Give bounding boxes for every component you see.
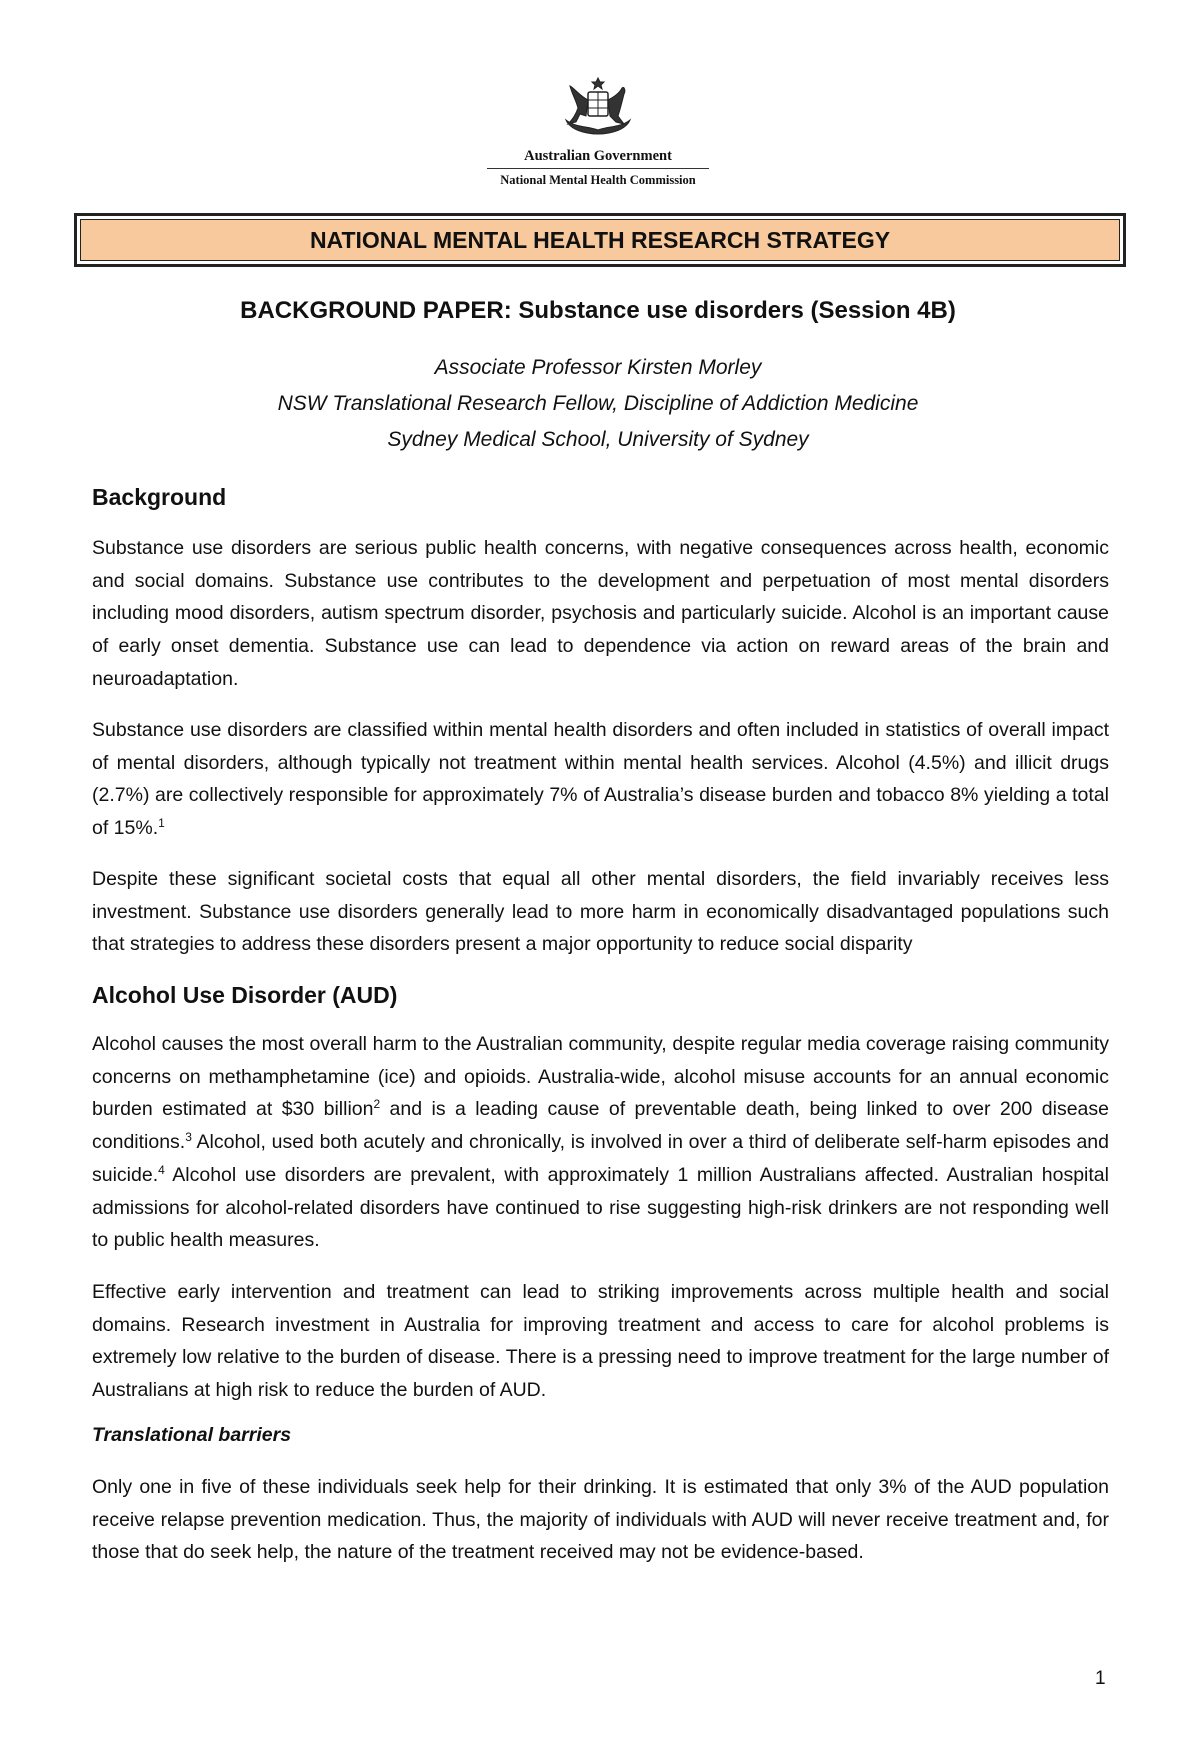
- paragraph: Despite these significant societal costs that equal all other mental disorders, the field invariably receives less investment. Substance use disorders generally lead to more harm in economically disadvantaged populations such that strategies to address these disorders present a major opportunity to reduce social disparity: [92, 868, 1109, 956]
- paragraph-text: Alcohol, used both acutely and chronically, is involved in over a third of deliberate self-harm episodes and suicide.: [92, 1131, 1109, 1186]
- strategy-banner: [74, 213, 1126, 267]
- footnote-ref: 4: [158, 1162, 165, 1177]
- paragraph: Only one in five of these individuals seek help for their drinking. It is estimated that only 3% of the AUD population receive relapse prevention medication. Thus, the majority of individuals with AUD will never receive treatment and, for those that do seek help, the nature of the treatment received may not be evidence-based.: [92, 1476, 1109, 1564]
- page-number: 1: [1095, 1668, 1106, 1689]
- government-name: Australian Government: [524, 148, 672, 164]
- footnote-ref: 2: [373, 1097, 381, 1112]
- footnote-ref: 1: [158, 816, 165, 831]
- paragraph: Substance use disorders are serious public health concerns, with negative consequences across health, economic and social domains. Substance use contributes to the development and perpetuation of most mental disorders including mood disorders, autism spectrum disorder, psychosis and particularly suicide. Alcohol is an important cause of early onset dementia. Substance use can lead to dependence via action on reward areas of the brain and neuroadaptation.: [92, 537, 1109, 690]
- paragraph: [92, 1028, 1109, 1257]
- paragraph-text: and is a leading cause of preventable death, being linked to over 200 disease conditions.: [92, 1098, 1109, 1154]
- header-divider: [487, 168, 709, 169]
- author-affiliation: Sydney Medical School, University of Sydney: [387, 428, 809, 451]
- paragraph-text: Alcohol causes the most overall harm to the Australian community, despite regular media coverage raising community concerns on methamphetamine (ice) and opioids. Australia-wide, alcohol misuse accounts for an annual economic burden estimated at $30 billion: [92, 1033, 1109, 1121]
- paragraph-text: Alcohol use disorders are prevalent, with approximately 1 million Australians affected. Australian hospital admissions for alcohol-related disorders have continued to rise suggesting high-risk drinkers are not responding well to public health measures.: [92, 1163, 1109, 1252]
- banner-title: NATIONAL MENTAL HEALTH RESEARCH STRATEGY: [80, 219, 1120, 261]
- paragraph: [92, 714, 1109, 845]
- section-heading-aud: Alcohol Use Disorder (AUD): [92, 982, 398, 1008]
- paper-title: BACKGROUND PAPER: Substance use disorders (Session 4B): [240, 297, 956, 324]
- commission-name: National Mental Health Commission: [500, 173, 696, 187]
- author-name: Associate Professor Kirsten Morley: [434, 356, 762, 379]
- coat-of-arms-icon: [560, 76, 636, 138]
- paragraph: Effective early intervention and treatment can lead to striking improvements across multiple health and social domains. Research investment in Australia for improving treatment and access to care for alcohol problems is extremely low relative to the burden of disease. There is a pressing need to improve treatment for the large number of Australians at high risk to reduce the burden of AUD.: [92, 1281, 1109, 1402]
- author-position: NSW Translational Research Fellow, Discipline of Addiction Medicine: [277, 392, 919, 415]
- footnote-ref: 3: [185, 1130, 192, 1145]
- section-heading-background: Background: [92, 484, 227, 510]
- paragraph-text: Substance use disorders are classified within mental health disorders and often included in statistics of overall impact of mental disorders, although typically not treatment within mental health services. Alcohol (4.5%) and illicit drugs (2.7%) are collectively responsible for approximately 7% of Australia’s disease burden and tobacco 8% yielding a total of 15%.: [92, 719, 1109, 840]
- subheading-translational-barriers: Translational barriers: [92, 1424, 292, 1446]
